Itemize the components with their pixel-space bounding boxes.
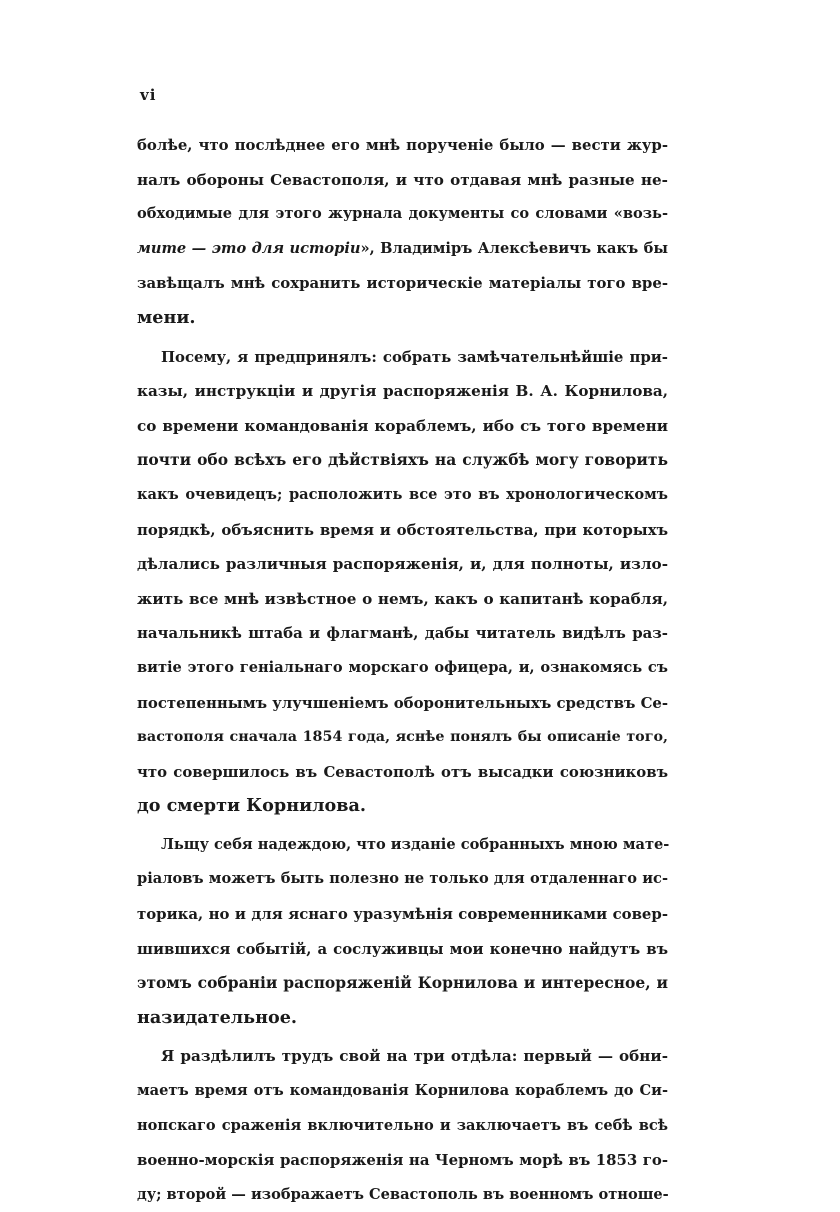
text-line bbox=[137, 232, 668, 267]
text-line: нопскаго сраженія включительно и заключаетъ въ себѣ всѣ bbox=[137, 1116, 668, 1134]
paragraph-2 bbox=[137, 340, 668, 824]
page-number: vi bbox=[140, 86, 157, 104]
text-line: болѣе, что послѣднее его мнѣ порученіе было — вести жур- bbox=[137, 136, 668, 154]
text-line: какъ очевидецъ; расположить все это въ хронологическомъ bbox=[137, 485, 668, 503]
text-line: жить все мнѣ извѣстное о немъ, какъ о капитанѣ корабля, bbox=[137, 589, 668, 608]
text-line: казы, инструкціи и другія распоряженія В. А. Корнилова, bbox=[137, 382, 668, 401]
paragraph-1 bbox=[137, 128, 668, 336]
italic-quote: мите — это для исторіи bbox=[137, 239, 361, 257]
text-line: обходимые для этого журнала документы со словами «возь- bbox=[137, 205, 668, 223]
paragraph-4 bbox=[137, 1039, 668, 1212]
text-line: мени. bbox=[137, 306, 196, 328]
text-line: дѣлались различныя распоряженія, и, для полноты, изло- bbox=[137, 555, 668, 574]
text-line: со времени командованія кораблемъ, ибо съ того времени bbox=[137, 416, 668, 435]
text-run: », Владиміръ Алексѣевичъ какъ бы bbox=[360, 239, 668, 257]
text-line: завѣщалъ мнѣ сохранить историческіе матеріалы того вре- bbox=[137, 274, 668, 293]
text-line: ду; второй — изображаетъ Севастополь въ военномъ отноше- bbox=[137, 1185, 669, 1203]
text-line: почти обо всѣхъ его дѣйствіяхъ на службѣ могу говорить bbox=[137, 450, 668, 470]
text-line: до смерти Корнилова. bbox=[137, 795, 367, 817]
text-line: постепеннымъ улучшеніемъ оборонительныхъ средствъ Се- bbox=[137, 693, 669, 712]
text-line: порядкѣ, объяснить время и обстоятельства, при которыхъ bbox=[137, 520, 668, 539]
text-line: Я раздѣлилъ трудъ свой на три отдѣла: первый — обни- bbox=[161, 1047, 668, 1066]
text-line: вастополя сначала 1854 года, яснѣе понялъ бы описаніе того, bbox=[137, 729, 668, 746]
text-line: этомъ собраніи распоряженій Корнилова и интересное, и bbox=[137, 973, 668, 993]
text-line: витіе этого геніальнаго морскаго офицера, и, ознакомясь съ bbox=[137, 658, 668, 676]
text-line: начальникѣ штаба и флагманѣ, дабы читатель видѣлъ раз- bbox=[137, 624, 668, 643]
text-line: что совершилось въ Севастополѣ отъ высадки союзниковъ bbox=[137, 762, 668, 781]
text-line: маетъ время отъ командованія Корнилова кораблемъ до Си- bbox=[137, 1082, 668, 1100]
text-line: шившихся событій, а сослуживцы мои конечно найдутъ въ bbox=[137, 939, 668, 958]
text-line: назидательное. bbox=[137, 1006, 298, 1028]
text-line: ріаловъ можетъ быть полезно не только для отдаленнаго ис- bbox=[137, 870, 668, 888]
text-line: Льщу себя надеждою, что изданіе собранныхъ мною мате- bbox=[161, 835, 670, 853]
paragraph-3 bbox=[137, 828, 668, 1036]
text-line: налъ обороны Севастополя, и что отдавая мнѣ разные не- bbox=[137, 170, 668, 189]
text-line: военно-морскія распоряженія на Черномъ морѣ въ 1853 го- bbox=[137, 1151, 668, 1170]
text-line: Посему, я предпринялъ: собрать замѣчательнѣйшіе при- bbox=[161, 347, 668, 366]
text-column bbox=[137, 128, 668, 1212]
text-line: торика, но и для яснаго уразумѣнія современниками совер- bbox=[137, 905, 668, 924]
